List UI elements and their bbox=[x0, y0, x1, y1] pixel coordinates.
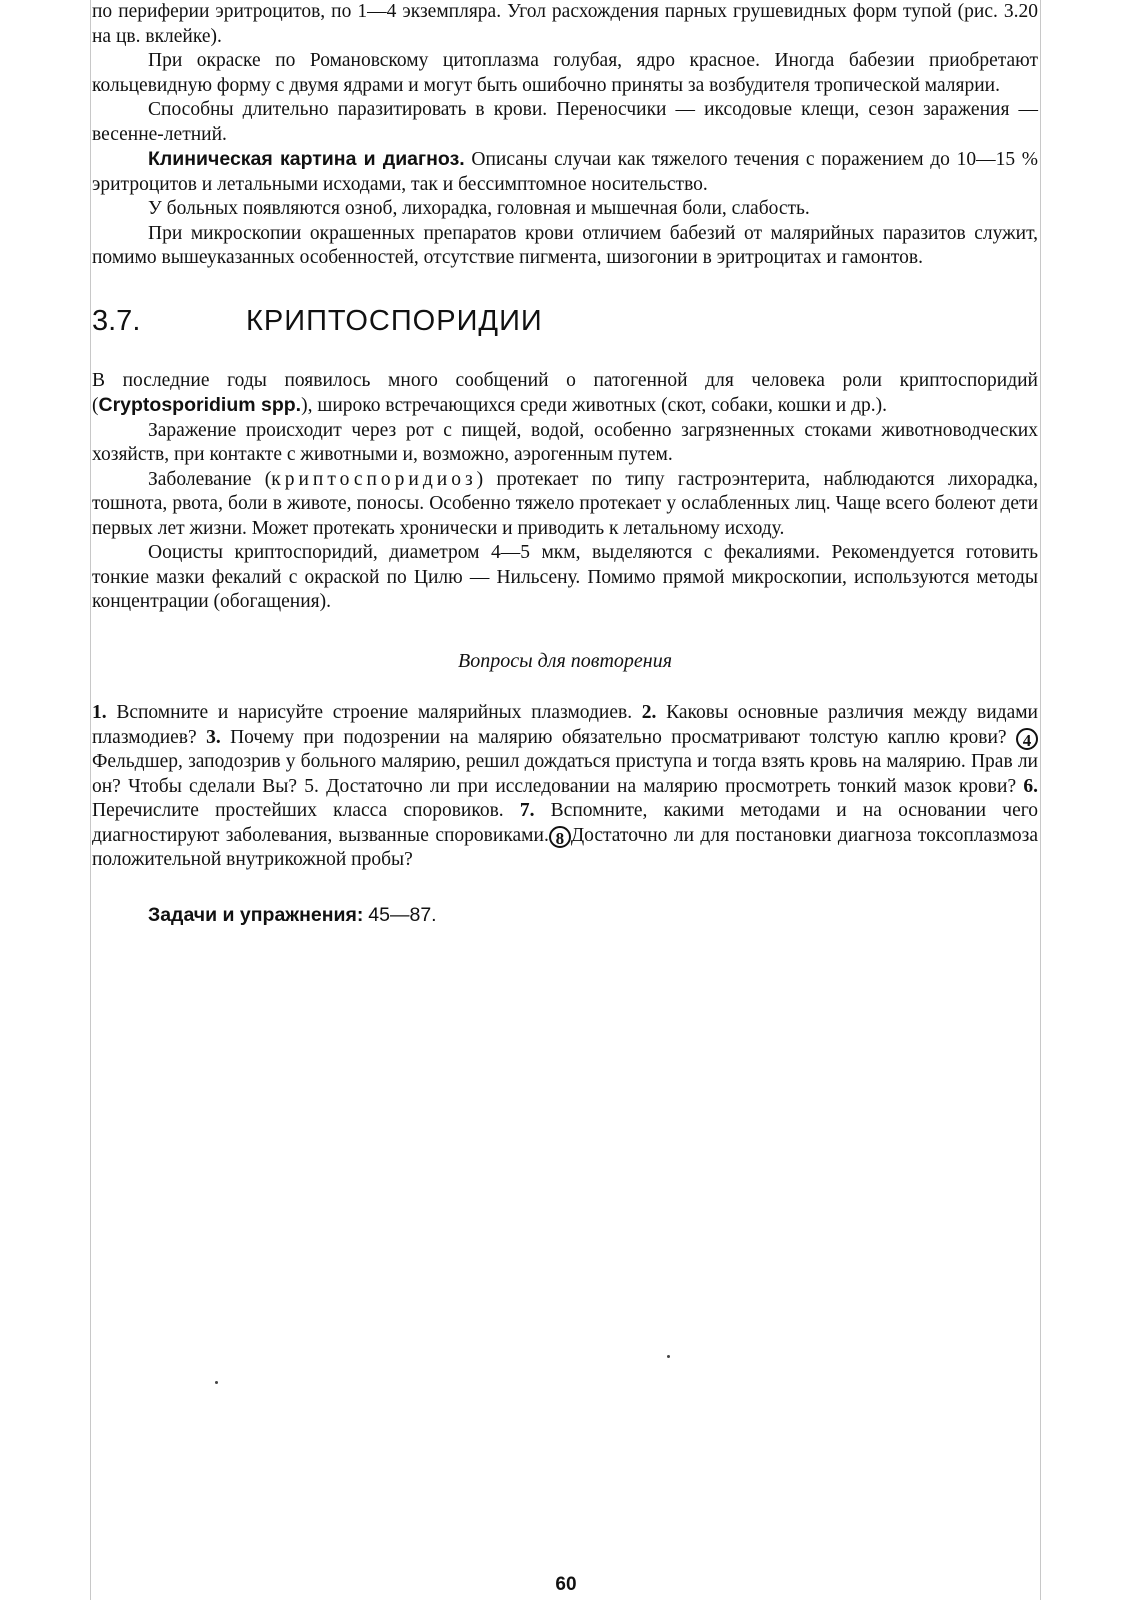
question-number-2: 2. bbox=[641, 702, 657, 723]
paragraph-intro-1: по периферии эритроцитов, по 1—4 экземпляра. Угол расхождения парных грушевидных форм тупой (рис. 3.20 на цв. вклейке). bbox=[92, 1, 1038, 47]
question-number-5: 5. bbox=[304, 775, 319, 797]
questions-block bbox=[92, 701, 1038, 873]
circled-number-4: 4 bbox=[1016, 728, 1038, 750]
questions-heading: Вопросы для повторения bbox=[458, 649, 672, 672]
tasks-value: 45—87. bbox=[368, 903, 437, 926]
paragraph-intro-2: При окраске по Романовскому цитоплазма голубая, ядро красное. Иногда бабезии приобретают кольцевидную форму с двумя ядрами и могут быть ошибочно приняты за возбудителя тропической малярии. bbox=[92, 50, 1038, 96]
question-2: Каковы основные различия между видами плазмодиев? bbox=[92, 702, 1038, 748]
section-p3-text-a: Заболевание ( bbox=[148, 468, 272, 490]
question-6: Перечислите простейших класса споровиков. bbox=[92, 800, 520, 821]
tasks-line bbox=[92, 903, 1038, 929]
page-number: 60 bbox=[555, 1574, 577, 1595]
paragraph-section-1 bbox=[92, 369, 1038, 419]
page-content bbox=[92, 0, 1038, 928]
section-heading bbox=[92, 301, 1038, 341]
question-number-1: 1. bbox=[92, 702, 107, 723]
section-p1-text-a: В последние годы появилось много сообщений о патогенной для человека роли криптоспоридий ( bbox=[92, 369, 1038, 416]
question-number-6: 6. bbox=[1023, 775, 1038, 797]
paragraph-intro-3: Способны длительно паразитировать в крови. Переносчики — иксодовые клещи, сезон заражения — весенне-летний. bbox=[92, 99, 1038, 145]
page-right-border bbox=[1040, 0, 1041, 1600]
section-p3-text-b: ) протекает по типу гастроэнтерита, наблюдаются лихорадка, тошнота, рвота, боли в животе, поносы. Особенно тяжело протекает у ослабленных лиц. Чаще всего болеют дети первых лет жизни. Может протекать хронически и приводить к летальному исходу. bbox=[92, 468, 1038, 539]
question-3: Почему при подозрении на малярию обязательно просматривают толстую каплю крови? bbox=[220, 726, 1016, 748]
circled-number-8: 8 bbox=[549, 826, 571, 848]
clinical-heading: Клиническая картина и диагноз. bbox=[148, 148, 465, 170]
section-number: 3.7. bbox=[92, 304, 141, 337]
scan-speck bbox=[215, 1381, 218, 1384]
scan-speck bbox=[667, 1355, 670, 1358]
paragraph-section-2: Заражение происходит через рот с пищей, водой, особенно загрязненных стоками животноводческих хозяйств, при контакте с животными и, возможно, аэрогенным путем. bbox=[92, 419, 1038, 465]
paragraph-section-3 bbox=[92, 468, 1038, 542]
question-4: Фельдшер, заподозрив у больного малярию, решил дождаться приступа и тогда взять кровь на малярию. Прав ли он? Чтобы сделали Вы? bbox=[92, 751, 1038, 797]
question-1: Вспомните и нарисуйте строение малярийных плазмодиев. bbox=[106, 702, 642, 723]
section-p1-text-b: ), широко встречающихся среди животных (скот, собаки, кошки и др.). bbox=[301, 395, 888, 416]
disease-term: криптоспоридиоз bbox=[271, 468, 477, 490]
paragraph-intro-6: При микроскопии окрашенных препаратов крови отличием бабезий от малярийных паразитов служит, помимо вышеуказанных особенностей, отсутствие пигмента, шизогонии в эритроцитах и гамонтов. bbox=[92, 222, 1038, 268]
question-number-3: 3. bbox=[206, 726, 221, 748]
question-7: Вспомните, какими методами и на основании чего диагностируют заболевания, вызванные споровиками. bbox=[92, 800, 1039, 846]
paragraph-section-4: Ооцисты криптоспоридий, диаметром 4—5 мкм, выделяются с фекалиями. Рекомендуется готовить тонкие мазки фекалий с окраской по Цилю — Нильсену. Помимо прямой микроскопии, используются методы концентрации (обогащения). bbox=[92, 542, 1038, 612]
question-5: Достаточно ли при исследовании на малярию просмотреть тонкий мазок крови? bbox=[318, 775, 1024, 797]
tasks-label: Задачи и упражнения: bbox=[148, 903, 364, 926]
clinical-text: Описаны случаи как тяжелого течения с поражением до 10—15 % эритроцитов и летальными исходами, так и бессимптомное носительство. bbox=[92, 149, 1038, 195]
question-number-7: 7. bbox=[519, 800, 535, 821]
section-title: КРИПТОСПОРИДИИ bbox=[246, 304, 543, 337]
page-left-border bbox=[90, 0, 91, 1600]
paragraph-clinical bbox=[92, 147, 1038, 197]
paragraph-intro-5: У больных появляются озноб, лихорадка, головная и мышечная боли, слабость. bbox=[148, 198, 810, 219]
question-8: Достаточно ли для постановки диагноза токсоплазмоза положительной внутрикожной пробы? bbox=[92, 824, 1039, 870]
latin-name: Cryptosporidium spp. bbox=[98, 394, 302, 416]
